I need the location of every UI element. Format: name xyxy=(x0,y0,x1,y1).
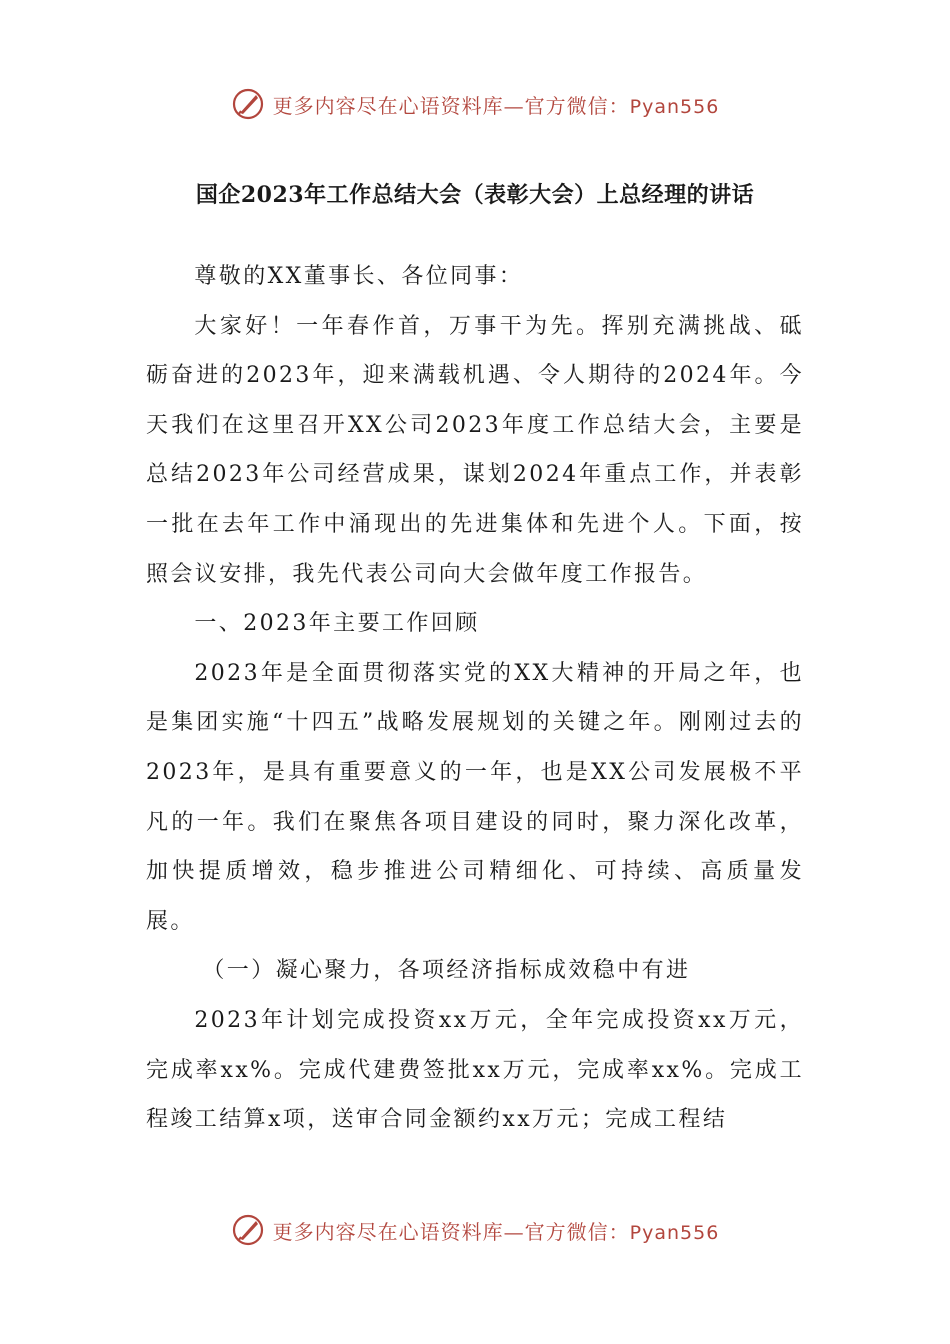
document-title: 国企2023年工作总结大会（表彰大会）上总经理的讲话 xyxy=(195,182,755,208)
watermark-banner-bottom xyxy=(0,1210,950,1250)
salutation: 尊敬的XX董事长、各位同事： xyxy=(194,264,524,289)
quill-pen-logo-icon xyxy=(231,87,265,121)
wechat-id: Pyan556 xyxy=(629,1221,720,1244)
paragraph-review: 2023年是全面贯彻落实党的XX大精神的开局之年，也是集团实施“十四五”战略发展规划的关键之年。刚刚过去的2023年，是具有重要意义的一年，也是XX公司发展极不平凡的一年。我们在聚焦各项目建设的同时，聚力深化改革，加快提质增效，稳步推进公司精细化、可持续、高质量发展。 xyxy=(146,660,804,934)
watermark-text: 更多内容尽在心语资料库—官方微信：Pyan556 xyxy=(272,93,720,118)
paragraph-investment: 2023年计划完成投资xx万元，全年完成投资xx万元，完成率xx%。完成代建费签批xx万元，完成率xx%。完成工程竣工结算x项，送审合同金额约xx万元；完成工程结 xyxy=(146,1007,804,1133)
section-heading: 一、2023年主要工作回顾 xyxy=(194,611,480,637)
wechat-id: Pyan556 xyxy=(629,95,720,118)
quill-pen-logo-icon xyxy=(231,1213,265,1247)
watermark-banner-top xyxy=(0,84,950,124)
subsection-heading: （一）凝心聚力，各项经济指标成效稳中有进 xyxy=(202,958,691,984)
document-body xyxy=(146,252,804,1145)
paragraph-greeting: 大家好！一年春作首，万事干为先。挥别充满挑战、砥砺奋进的2023年，迎来满载机遇、令人期待的2024年。今天我们在这里召开XX公司2023年度工作总结大会，主要是总结2023年公司经营成果，谋划2024年重点工作，并表彰一批在去年工作中涌现出的先进集体和先进个人。下面，按照会议安排，我先代表公司向大会做年度工作报告。 xyxy=(146,313,804,587)
watermark-text: 更多内容尽在心语资料库—官方微信：Pyan556 xyxy=(272,1219,720,1244)
